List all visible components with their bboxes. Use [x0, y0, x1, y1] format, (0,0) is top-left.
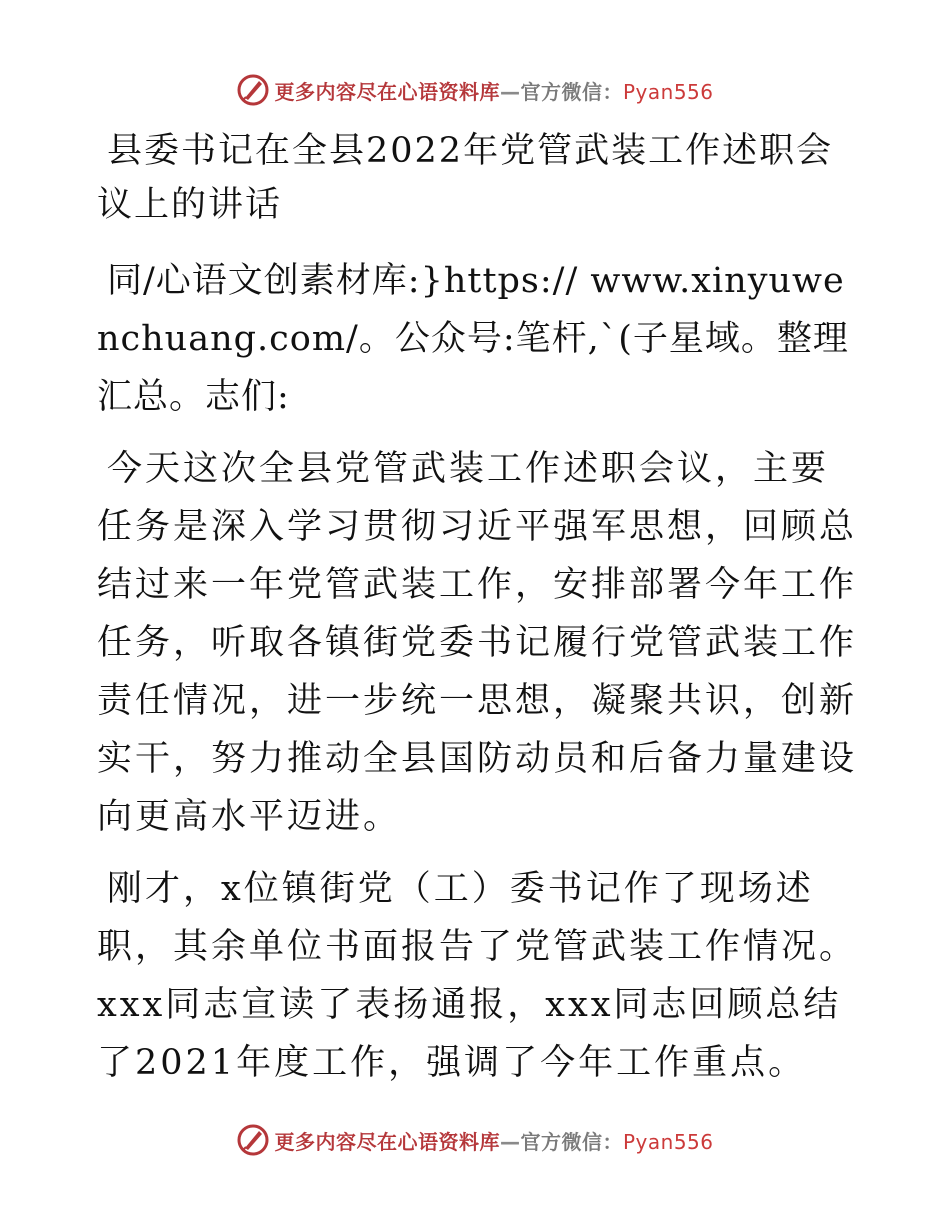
- watermark-site-name: 更多内容尽在心语资料库: [274, 79, 500, 104]
- watermark-wechat-label: 官方微信：: [520, 79, 623, 104]
- watermark-site-name: 更多内容尽在心语资料库: [274, 1129, 500, 1154]
- watermark-wechat-id: Pyan556: [622, 79, 714, 104]
- body-paragraph-2: 刚才，x位镇街党（工）委书记作了现场述职，其余单位书面报告了党管武装工作情况。xxx同志宣读了表扬通报，xxx同志回顾总结了2021年度工作，强调了今年工作重点。: [97, 869, 858, 1083]
- header-watermark-banner: [0, 70, 950, 110]
- body-paragraph-1: 今天这次全县党管武装工作述职会议，主要任务是深入学习贯彻习近平强军思想，回顾总结过来一年党管武装工作，安排部署今年工作任务，听取各镇街党委书记履行党管武装工作责任情况，进一步统一思想，凝聚共识，创新实干，努力推动全县国防动员和后备力量建设向更高水平迈进。: [97, 449, 858, 837]
- watermark-separator: —: [499, 1129, 521, 1154]
- watermark-wechat-label: 官方微信：: [520, 1129, 623, 1154]
- watermark-text: [274, 1126, 713, 1155]
- watermark-separator: —: [499, 79, 521, 104]
- quill-pen-logo-icon: [236, 73, 270, 107]
- watermark-text: [274, 76, 713, 105]
- watermark-wechat-id: Pyan556: [622, 1129, 714, 1154]
- footer-watermark-banner: [0, 1120, 950, 1160]
- intro-paragraph: 同/心语文创素材库:}https:// www.xinyuwenchuang.com/。公众号:笔杆,`(子星域。整理汇总。志们:: [97, 261, 849, 417]
- document-title: 县委书记在全县2022年党管武装工作述职会议上的讲话: [97, 131, 834, 225]
- quill-pen-logo-icon: [236, 1123, 270, 1157]
- document-body: [97, 124, 857, 1106]
